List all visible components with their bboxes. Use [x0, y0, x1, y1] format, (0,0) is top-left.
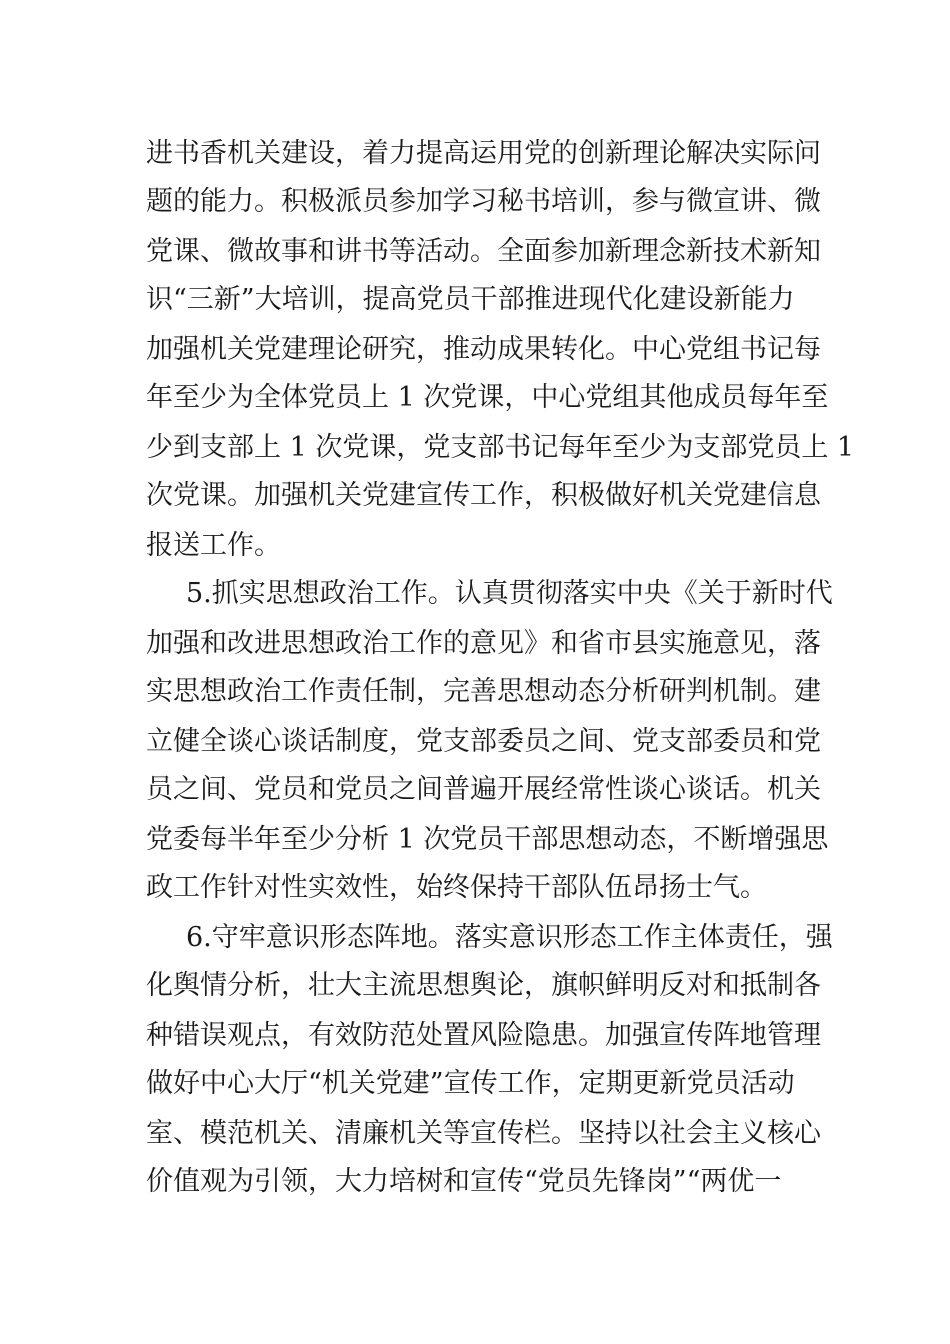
text-line: 党委每半年至少分析 1 次党员干部思想动态，不断增强思 [146, 824, 829, 855]
text-line: 报送工作。 [146, 530, 281, 561]
text-line: 价值观为引领，大力培树和宣传“党员先锋岗”“两优一 [146, 1166, 782, 1197]
text-line: 少到支部上 1 次党课，党支部书记每年至少为支部党员上 1 [146, 432, 855, 463]
text-line: 室、模范机关、清廉机关等宣传栏。坚持以社会主义核心 [146, 1118, 821, 1149]
text-line: 年至少为全体党员上 1 次党课，中心党组其他成员每年至 [146, 382, 829, 413]
text-line: 题的能力。积极派员参加学习秘书培训，参与微宣讲、微 [146, 186, 821, 217]
paragraph-heading-line: 6.守牢意识形态阵地。落实意识形态工作主体责任，强 [186, 922, 833, 953]
text-line: 党课、微故事和讲书等活动。全面参加新理念新技术新知 [146, 236, 821, 267]
text-line: 进书香机关建设，着力提高运用党的创新理论解决实际问 [146, 138, 821, 169]
text-line: 做好中心大厅“机关党建”宣传工作，定期更新党员活动 [146, 1068, 795, 1099]
text-line: 种错误观点，有效防范处置风险隐患。加强宣传阵地管理 [146, 1020, 821, 1051]
text-line: 政工作针对性实效性，始终保持干部队伍昂扬士气。 [146, 872, 767, 903]
text-line: 员之间、党员和党员之间普遍开展经常性谈心谈话。机关 [146, 774, 821, 805]
text-line: 识“三新”大培训，提高党员干部推进现代化建设新能力 [146, 284, 795, 315]
text-line: 化舆情分析，壮大主流思想舆论，旗帜鲜明反对和抵制各 [146, 970, 821, 1001]
paragraph-heading-line: 5.抓实思想政治工作。认真贯彻落实中央《关于新时代 [186, 578, 833, 609]
text-line: 加强机关党建理论研究，推动成果转化。中心党组书记每 [146, 334, 821, 365]
text-line: 立健全谈心谈话制度，党支部委员之间、党支部委员和党 [146, 726, 821, 757]
text-line: 次党课。加强机关党建宣传工作，积极做好机关党建信息 [146, 480, 821, 511]
text-line: 实思想政治工作责任制，完善思想动态分析研判机制。建 [146, 676, 821, 707]
text-line: 加强和改进思想政治工作的意见》和省市县实施意见，落 [146, 628, 821, 659]
